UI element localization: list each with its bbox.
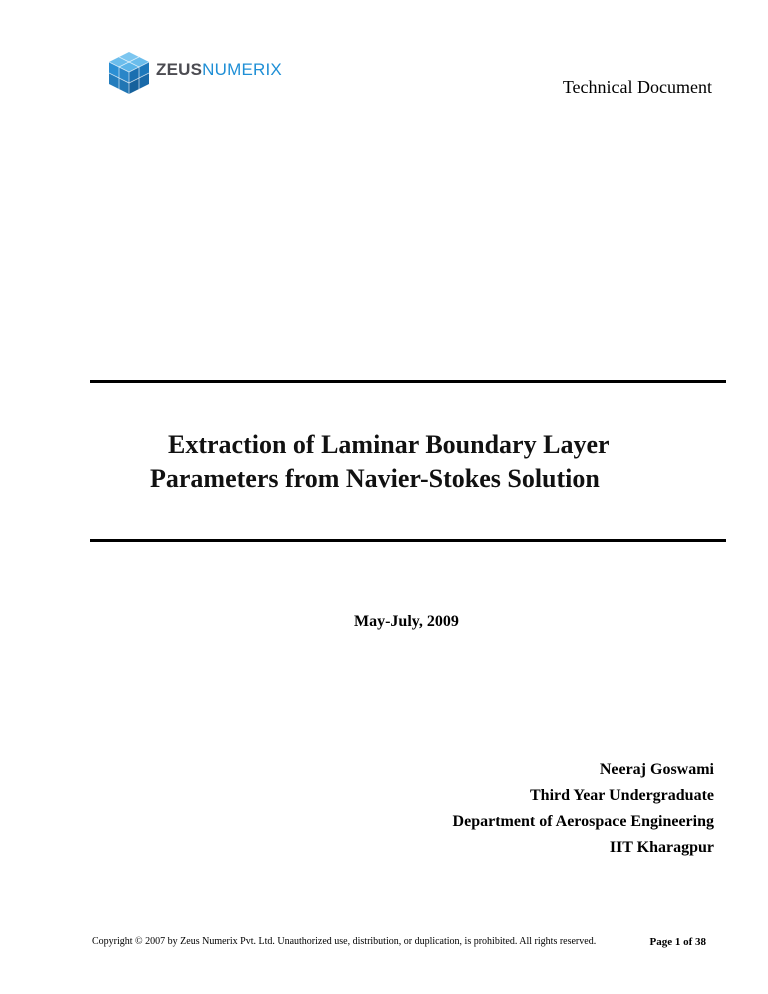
copyright-notice: Copyright © 2007 by Zeus Numerix Pvt. Ltd. Unauthorized use, distribution, or duplication, is prohibited. All rights reserved. xyxy=(92,936,597,947)
author-year: Third Year Undergraduate xyxy=(530,787,714,804)
document-type-label: Technical Document xyxy=(562,77,712,97)
title-line-2: Parameters from Navier-Stokes Solution xyxy=(150,464,600,493)
title-line-1: Extraction of Laminar Boundary Layer xyxy=(168,430,610,459)
document-date: May-July, 2009 xyxy=(354,613,459,630)
author-department: Department of Aerospace Engineering xyxy=(452,813,714,830)
document-title xyxy=(150,428,710,496)
author-institute: IIT Kharagpur xyxy=(609,839,714,856)
title-rule-top xyxy=(90,380,726,383)
logo-word-bold: ZEUS xyxy=(156,60,203,79)
author-block xyxy=(453,757,714,861)
logo-word-light: NUMERIX xyxy=(202,60,282,79)
company-logo xyxy=(106,50,306,96)
logo-wordmark xyxy=(156,60,282,80)
title-rule-bottom xyxy=(90,539,726,542)
cube-stack-icon xyxy=(106,50,152,96)
author-name: Neeraj Goswami xyxy=(599,761,714,778)
page-number: Page 1 of 38 xyxy=(649,936,706,948)
